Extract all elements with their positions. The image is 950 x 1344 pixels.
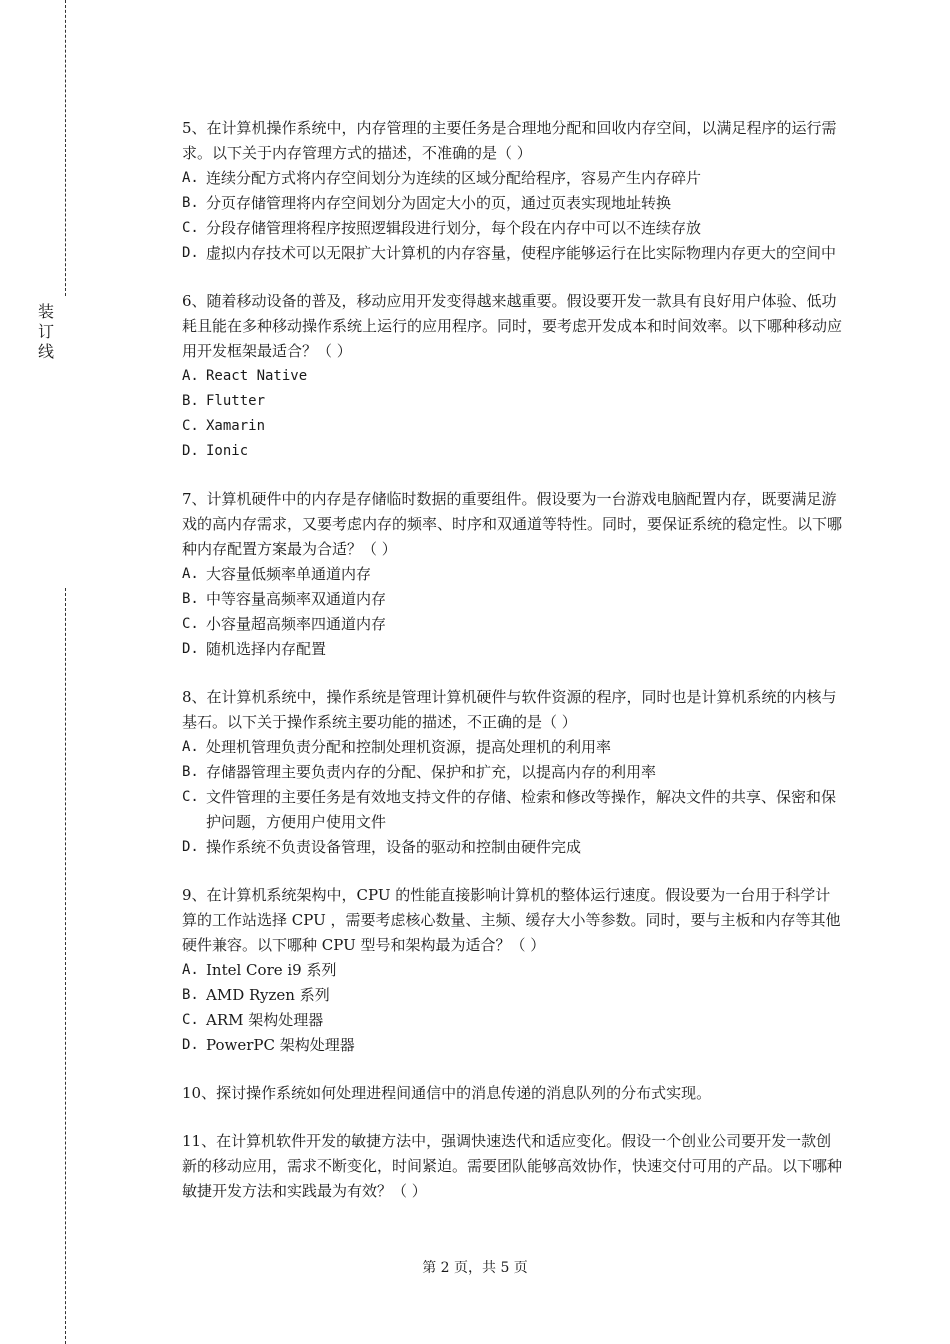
option-letter: D. — [182, 641, 199, 657]
option-letter: A. — [182, 962, 199, 978]
option-letter: B. — [182, 987, 199, 1003]
option-text: Xamarin — [206, 418, 266, 434]
option-text: 虚拟内存技术可以无限扩大计算机的内存容量，使程序能够运行在比实际物理内存更大的空间中 — [206, 244, 837, 262]
question-6 — [182, 289, 842, 464]
option-letter: C. — [182, 220, 199, 236]
option-a — [182, 958, 842, 983]
question-9 — [182, 883, 842, 1058]
option-letter: B. — [182, 764, 199, 780]
option-letter: A. — [182, 739, 199, 755]
question-stem: 6、随着移动设备的普及，移动应用开发变得越来越重要。假设要开发一款具有良好用户体验、低功耗且能在多种移动操作系统上运行的应用程序。同时，要考虑开发成本和时间效率。以下哪种移动应用开发框架最适合？（ ） — [182, 292, 843, 360]
question-7 — [182, 487, 842, 662]
binding-label-char: 订 — [37, 322, 54, 341]
option-letter: C. — [182, 789, 199, 805]
option-letter: B. — [182, 591, 199, 607]
option-text: 大容量低频率单通道内存 — [206, 565, 372, 583]
question-stem: 9、在计算机系统架构中，CPU 的性能直接影响计算机的整体运行速度。假设要为一台用于科学计算的工作站选择 CPU ，需要考虑核心数量、主频、缓存大小等参数。同时，要与主板和内存等其他硬件兼容。以下哪种 CPU 型号和架构最为适合？（ ） — [182, 886, 841, 954]
option-letter: C. — [182, 616, 199, 632]
option-text: Intel Core i9 系列 — [206, 961, 337, 979]
question-5 — [182, 116, 842, 266]
binding-label — [36, 302, 56, 362]
option-d — [182, 637, 842, 662]
binding-line-top — [65, 0, 66, 296]
option-text: AMD Ryzen 系列 — [206, 986, 330, 1004]
option-text: 分段存储管理将程序按照逻辑段进行划分，每个段在内存中可以不连续存放 — [206, 219, 702, 237]
option-letter: A. — [182, 170, 199, 186]
option-text: ARM 架构处理器 — [206, 1011, 324, 1029]
option-text: PowerPC 架构处理器 — [206, 1036, 355, 1054]
question-stem: 11、在计算机软件开发的敏捷方法中，强调快速迭代和适应变化。假设一个创业公司要开发一款创新的移动应用，需求不断变化，时间紧迫。需要团队能够高效协作，快速交付可用的产品。以下哪种敏捷开发方法和实践最为有效？（ ） — [182, 1132, 843, 1200]
option-text: React Native — [206, 368, 308, 384]
option-b — [182, 191, 842, 216]
option-d — [182, 1033, 842, 1058]
option-text: 操作系统不负责设备管理，设备的驱动和控制由硬件完成 — [206, 838, 582, 856]
option-letter: A. — [182, 368, 199, 384]
option-text: 文件管理的主要任务是有效地支持文件的存储、检索和修改等操作，解决文件的共享、保密和保护问题，方便用户使用文件 — [206, 788, 837, 831]
binding-label-char: 装 — [37, 302, 54, 321]
option-c — [182, 1008, 842, 1033]
page-number: 第 2 页，共 5 页 — [422, 1260, 528, 1276]
option-text: 处理机管理负责分配和控制处理机资源，提高处理机的利用率 — [206, 738, 612, 756]
option-b — [182, 587, 842, 612]
option-a — [182, 364, 842, 389]
option-text: 中等容量高频率双通道内存 — [206, 590, 387, 608]
option-text: Flutter — [206, 393, 266, 409]
exam-content — [182, 116, 842, 1227]
option-b — [182, 983, 842, 1008]
option-c — [182, 612, 842, 637]
option-text: 存储器管理主要负责内存的分配、保护和扩充，以提高内存的利用率 — [206, 763, 657, 781]
option-letter: A. — [182, 566, 199, 582]
option-c — [182, 414, 842, 439]
option-a — [182, 735, 842, 760]
option-letter: B. — [182, 393, 199, 409]
option-letter: D. — [182, 443, 199, 459]
option-letter: B. — [182, 195, 199, 211]
option-c — [182, 216, 842, 241]
question-8 — [182, 685, 842, 860]
option-b — [182, 389, 842, 414]
option-text: 分页存储管理将内存空间划分为固定大小的页，通过页表实现地址转换 — [206, 194, 672, 212]
option-text: 连续分配方式将内存空间划分为连续的区域分配给程序，容易产生内存碎片 — [206, 169, 702, 187]
option-letter: D. — [182, 839, 199, 855]
option-letter: C. — [182, 418, 199, 434]
option-letter: C. — [182, 1012, 199, 1028]
option-text: Ionic — [206, 443, 249, 459]
option-c — [182, 785, 842, 835]
question-10 — [182, 1081, 842, 1106]
option-a — [182, 166, 842, 191]
question-stem: 7、计算机硬件中的内存是存储临时数据的重要组件。假设要为一台游戏电脑配置内存，既要满足游戏的高内存需求，又要考虑内存的频率、时序和双通道等特性。同时，要保证系统的稳定性。以下哪种内存配置方案最为合适？（ ） — [182, 490, 843, 558]
option-d — [182, 439, 842, 464]
option-letter: D. — [182, 1037, 199, 1053]
question-stem: 5、在计算机操作系统中，内存管理的主要任务是合理地分配和回收内存空间，以满足程序的运行需求。以下关于内存管理方式的描述，不准确的是（ ） — [182, 119, 837, 162]
option-text: 随机选择内存配置 — [206, 640, 327, 658]
binding-label-char: 线 — [37, 342, 54, 361]
question-stem: 8、在计算机系统中，操作系统是管理计算机硬件与软件资源的程序，同时也是计算机系统的内核与基石。以下关于操作系统主要功能的描述，不正确的是（ ） — [182, 688, 837, 731]
binding-line-bottom — [65, 588, 66, 1344]
question-stem: 10、探讨操作系统如何处理进程间通信中的消息传递的消息队列的分布式实现。 — [182, 1084, 712, 1102]
option-b — [182, 760, 842, 785]
option-a — [182, 562, 842, 587]
option-letter: D. — [182, 245, 199, 261]
option-text: 小容量超高频率四通道内存 — [206, 615, 387, 633]
question-11 — [182, 1129, 842, 1204]
option-d — [182, 241, 842, 266]
option-d — [182, 835, 842, 860]
